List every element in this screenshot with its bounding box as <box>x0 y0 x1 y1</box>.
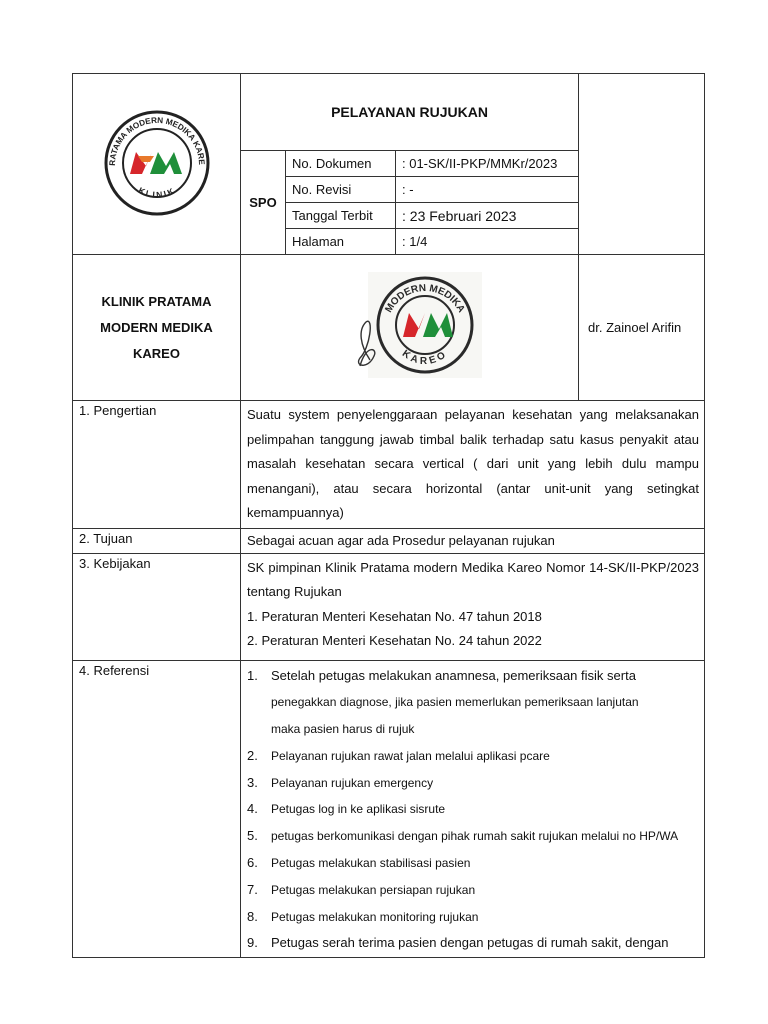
section-label-referensi: 4. Referensi <box>73 660 241 958</box>
section-text-pengertian: Suatu system penyelenggaraan pelayanan kesehatan yang melaksanakan pelimpahan tanggung jawab timbal balik terhadap satu kasus penyakit atau masalah kesehatan secara vertical ( dari unit yang lebih dulu mampu menangani), atau secara horizontal (antar unit-unit yang setingkat kemampuannya) <box>241 401 705 529</box>
clinic-name <box>73 255 241 401</box>
section-label-tujuan: 2. Tujuan <box>73 528 241 553</box>
list-item: 6. Petugas melakukan stabilisasi pasien <box>247 855 471 871</box>
meta-label-no-dokumen: No. Dokumen <box>286 151 396 177</box>
meta-label-tanggal-terbit: Tanggal Terbit <box>286 203 396 229</box>
clinic-name-line1: KLINIK PRATAMA <box>101 293 212 309</box>
list-item: 7. Petugas melakukan persiapan rujukan <box>247 881 476 897</box>
spo-table <box>72 73 705 958</box>
list-item: 5. petugas berkomunikasi dengan pihak rumah sakit rujukan melalui no HP/WA <box>247 828 679 844</box>
clinic-name-line2: MODERN MEDIKA <box>100 319 213 335</box>
meta-label-no-revisi: No. Revisi <box>286 177 396 203</box>
section-text-tujuan: Sebagai acuan agar ada Prosedur pelayanan rujukan <box>241 528 705 553</box>
meta-value-halaman: : 1/4 <box>396 229 579 255</box>
referensi-list <box>247 663 700 958</box>
list-item: maka pasien harus di rujuk <box>271 722 415 737</box>
stamp-signature-cell <box>241 255 579 401</box>
list-item: 3. Pelayanan rujukan emergency <box>247 774 434 790</box>
stamp-signature <box>330 270 490 382</box>
meta-value-no-revisi: : - <box>396 177 579 203</box>
meta-value-tanggal-terbit: : 23 Februari 2023 <box>396 203 579 229</box>
list-item: 4. Petugas log in ke aplikasi sisrute <box>247 801 446 817</box>
section-label-pengertian: 1. Pengertian <box>73 401 241 529</box>
list-item: 1. Setelah petugas melakukan anamnesa, pemeriksaan fisik serta <box>247 667 636 683</box>
list-item: 8. Petugas melakukan monitoring rujukan <box>247 908 479 924</box>
svg-text:MODERN MEDIKA: MODERN MEDIKA <box>382 282 467 315</box>
list-item: 9. Petugas serah terima pasien dengan petugas di rumah sakit, dengan <box>247 935 669 951</box>
kebijakan-item-1: 1. Peraturan Menteri Kesehatan No. 47 tahun 2018 <box>247 608 542 624</box>
spo-label: SPO <box>241 151 286 255</box>
clinic-logo-cell <box>73 74 241 255</box>
clinic-name-line3: KAREO <box>133 345 180 361</box>
blank-header-cell <box>579 74 705 255</box>
list-item: penegakkan diagnose, jika pasien memerlukan pemeriksaan lanjutan <box>271 695 639 710</box>
signatory-name: dr. Zainoel Arifin <box>579 255 705 401</box>
kebijakan-item-2: 2. Peraturan Menteri Kesehatan No. 24 tahun 2022 <box>247 633 542 648</box>
meta-value-no-dokumen: : 01-SK/II-PKP/MMKr/2023 <box>396 151 579 177</box>
section-list-referensi <box>241 660 705 958</box>
meta-label-halaman: Halaman <box>286 229 396 255</box>
kebijakan-sk: SK pimpinan Klinik Pratama modern Medika Kareo Nomor 14-SK/II-PKP/2023 tentang Rujukan <box>247 559 700 599</box>
svg-text:KLINIK: KLINIK <box>136 184 177 200</box>
clinic-logo <box>102 108 212 218</box>
svg-text:KAREO: KAREO <box>399 348 450 367</box>
section-label-kebijakan: 3. Kebijakan <box>73 553 241 660</box>
list-item: 2. Pelayanan rujukan rawat jalan melalui aplikasi pcare <box>247 747 550 763</box>
document-title: PELAYANAN RUJUKAN <box>241 74 579 151</box>
section-text-kebijakan <box>241 553 705 660</box>
spo-document <box>72 73 704 958</box>
svg-text:PRATAMA MODERN MEDIKA KAREO: RATAMA MODERN MEDIKA KARE <box>107 115 206 166</box>
